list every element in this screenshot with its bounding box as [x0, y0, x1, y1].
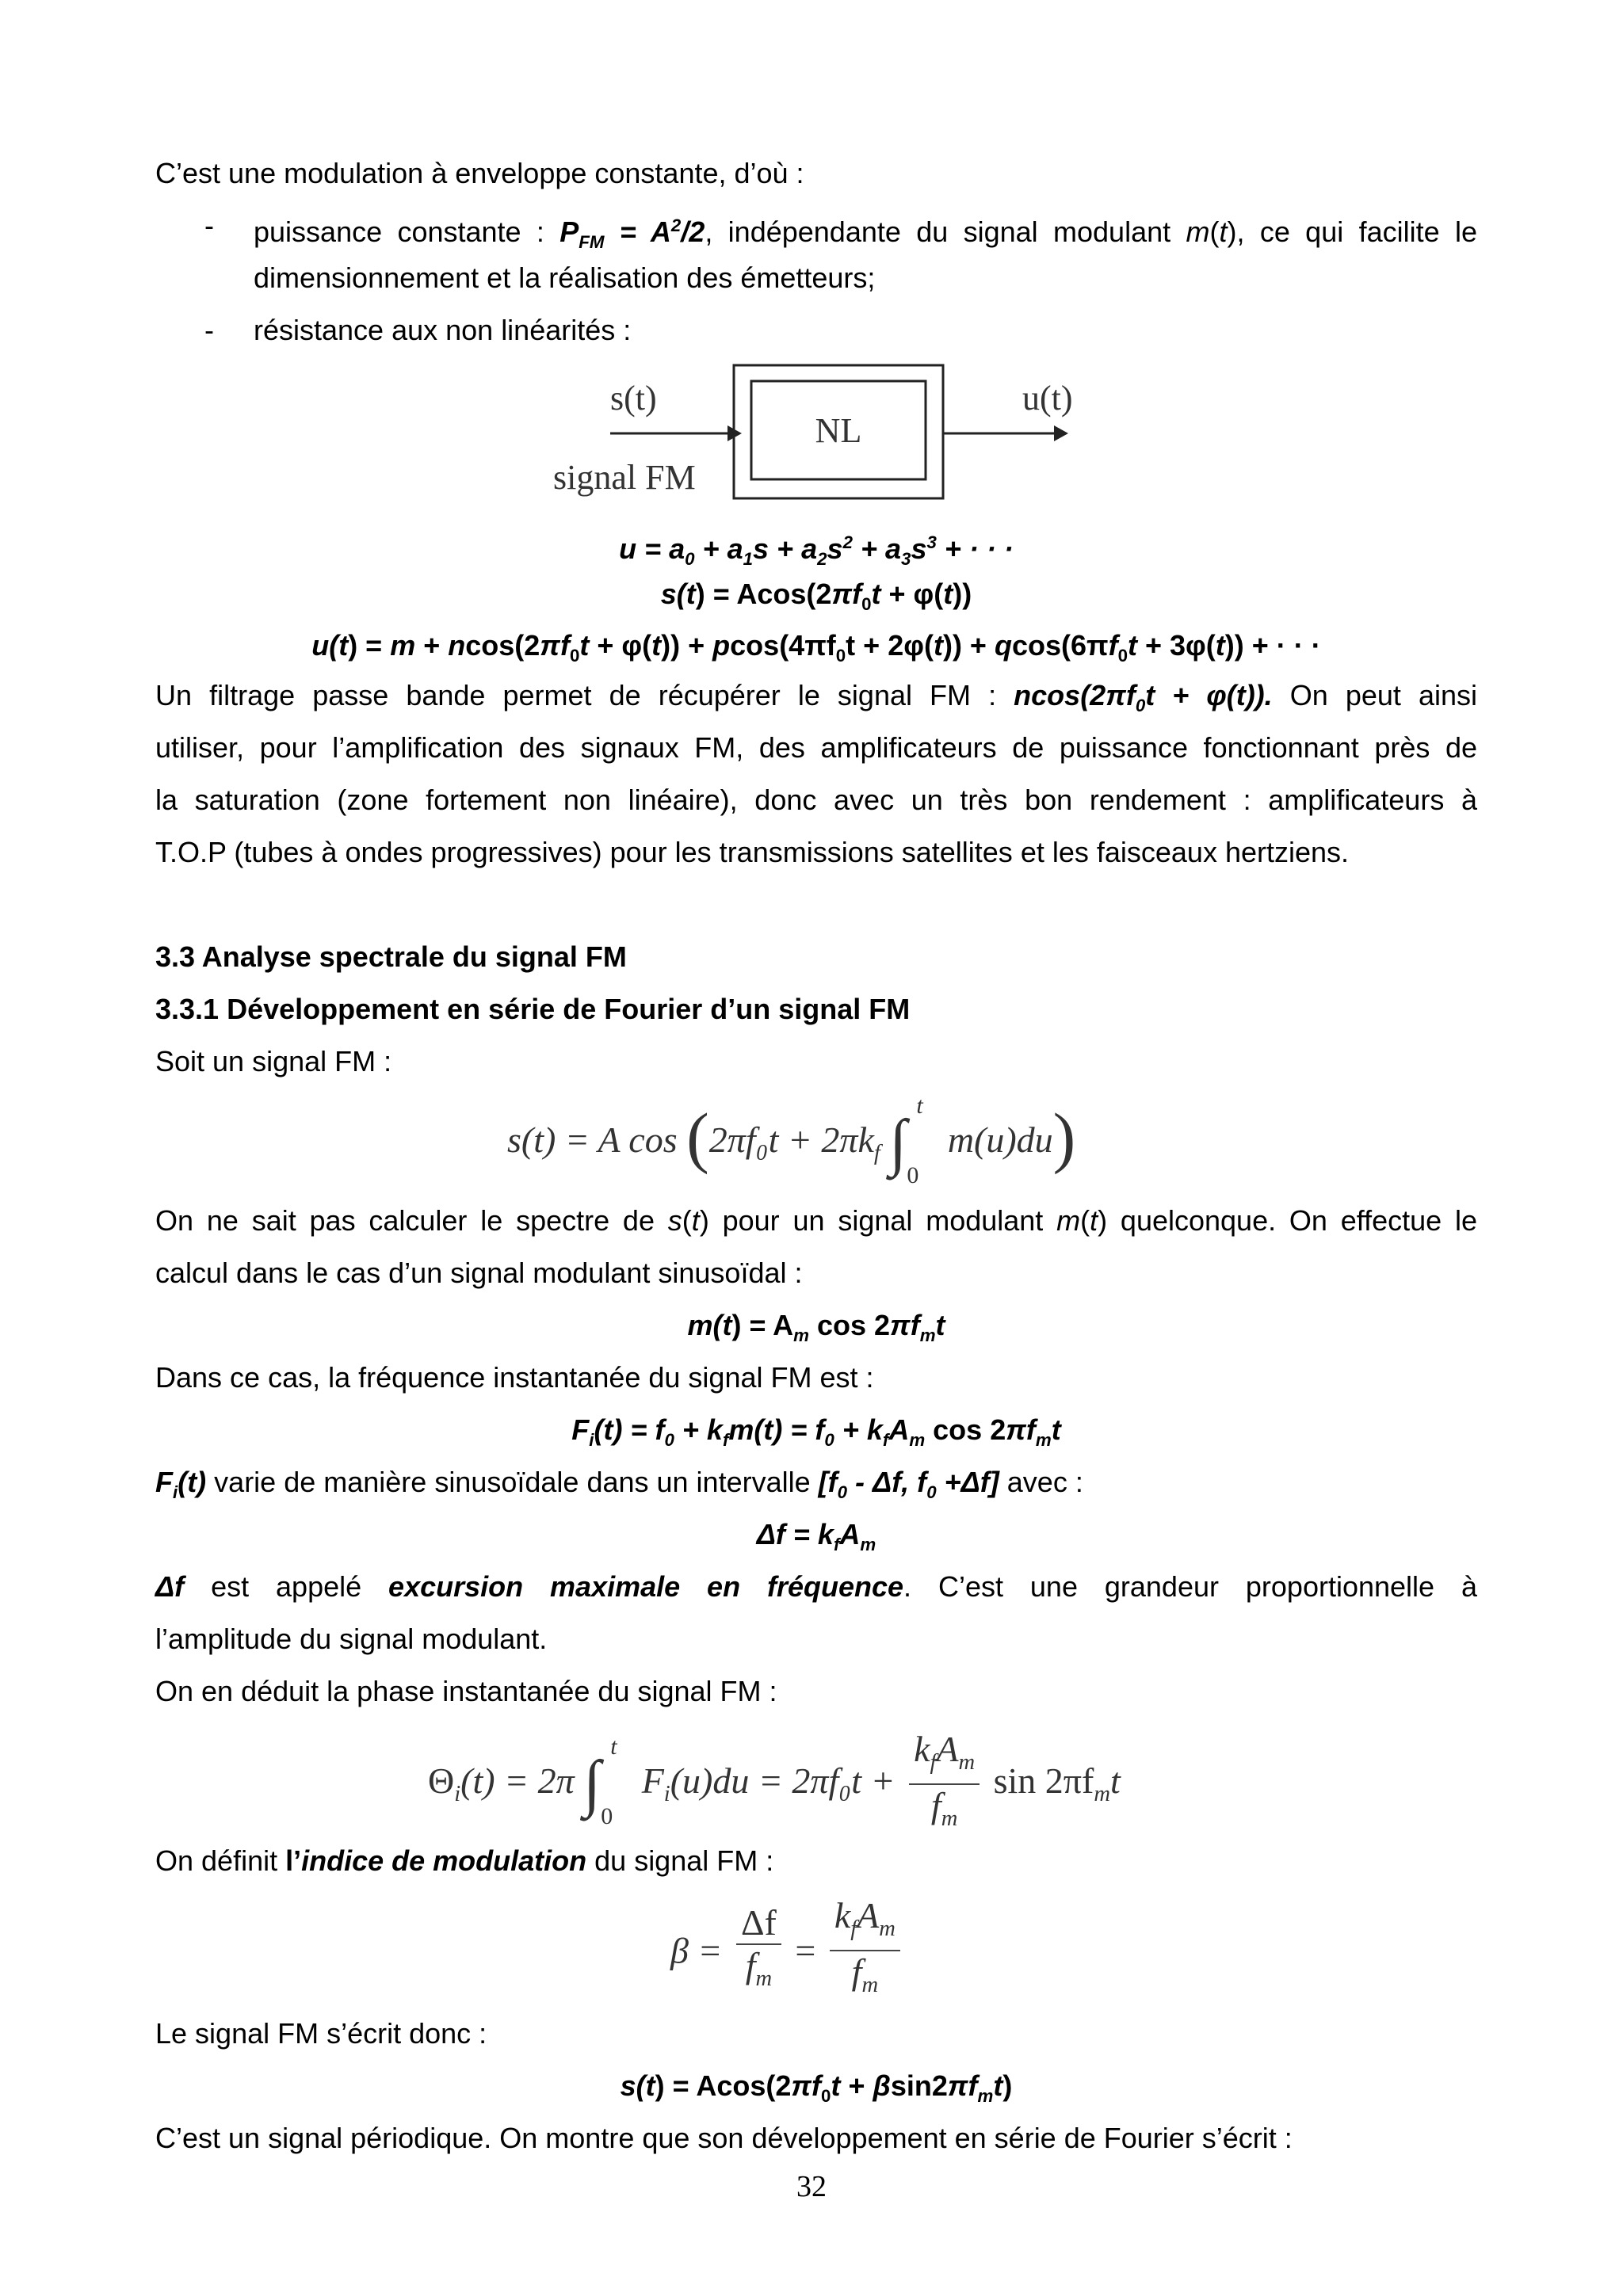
- para1-line-3: la saturation (zone fortement non linéaire), donc avec un très bon rendement : amplificateurs à: [155, 784, 1477, 816]
- para5-line-2: l’amplitude du signal modulant.: [155, 1623, 548, 1655]
- math-instantaneous-phase: $\Theta_i(t) = 2\pi$ ∫ t 0 $F_i(u)du = 2\pi f_0t$ + $\frac{k_fA_m}{f_m}$ $\sin 2\pi f_mt$: [428, 1729, 1121, 1840]
- math-theta-fraction: $\frac{k_fA_m}{f_m}$: [909, 1729, 980, 1840]
- para1-line-1: Un filtrage passe bande permet de récupérer le signal FM : $ncos(2\pi f_0t + \varphi(t))$. On peut ainsi: [155, 679, 1478, 716]
- para9-line: C’est un signal périodique. On montre que son développement en série de Fourier s’écrit :: [155, 2122, 1293, 2154]
- para7-line: On définit l’indice de modulation du signal FM :: [155, 1844, 774, 1877]
- bullet-dash-1: -: [204, 209, 214, 242]
- equation-u-t: $u(t) = m + ncos(2\pi f_0t + \varphi(t)) + pcos(4\pi f_0t + 2\varphi(t)) + qcos(6\pi f_0t + 3\varphi(t))$ + · · ·: [311, 629, 1321, 666]
- para6-line: On en déduit la phase instantanée du signal FM :: [155, 1675, 777, 1707]
- equation-fi: $F_i(t) = f_0 + k_fm(t) = f_0 + k_fA_m$ $\cos 2\pi f_mt$: [571, 1413, 1061, 1451]
- equation-u-series: $u = a_0 + a_1s + a_2s^2 + a_3s^3$ + · · ·: [619, 532, 1014, 570]
- para4-line: $F_i(t)$ varie de manière sinusoïdale dans un intervalle [$f_0$ - Δf, $f_0 +\Delta f$] avec :: [155, 1466, 1083, 1503]
- math-right-paren: ): [1052, 1099, 1076, 1175]
- page-number: 32: [796, 2170, 827, 2203]
- math-modulation-index: β = $\frac{\Delta f}{f_m}$ = $\frac{k_fA_m}{f_m}$: [670, 1895, 905, 2006]
- para5-line-1: Δf est appelé excursion maximale en fréquence. C’est une grandeur proportionnelle à: [155, 1570, 1478, 1603]
- para2-line-2: calcul dans le cas d’un signal modulant sinusoïdal :: [155, 1257, 803, 1289]
- math-fm-signal: s(t) = A $\cos (2\pi f_0t + 2\pi k_f$ ∫ t 0 m(u)du): [507, 1093, 1076, 1188]
- diagram-input-sublabel: signal FM: [553, 458, 696, 497]
- math-theta-integral: ∫ t 0: [583, 1733, 617, 1829]
- para8-line: Le signal FM s’écrit donc :: [155, 2017, 487, 2050]
- nl-block-diagram: [547, 360, 1094, 511]
- diagram-output-label: u(t): [1022, 379, 1073, 418]
- intro-line: C’est une modulation à enveloppe constante, d’où :: [155, 157, 804, 189]
- diagram-block-label: NL: [815, 411, 862, 450]
- diagram-output-arrowhead: [1054, 425, 1068, 441]
- bullet-1-line-1: puissance constante : $P_{FM} = A^2/2$, indépendante du signal modulant m(t), ce qui facilite le: [254, 215, 1477, 253]
- bullet-1-line-2: dimensionnement et la réalisation des émetteurs;: [254, 261, 876, 294]
- math-left-paren: (: [686, 1099, 709, 1175]
- para1-line-4: T.O.P (tubes à ondes progressives) pour les transmissions satellites et les faisceaux hertziens.: [155, 836, 1350, 868]
- math-beta-fraction-2: $\frac{k_fA_m}{f_m}$: [830, 1895, 900, 2006]
- bullet-dash-2: -: [204, 314, 214, 346]
- equation-delta-f: $\Delta f = k_fA_m$: [756, 1518, 876, 1555]
- para2-line-1: On ne sait pas calculer le spectre de s(t) pour un signal modulant m(t) quelconque. On effectue le: [155, 1204, 1478, 1237]
- equation-m-t: $m(t) = A_m$ $\cos 2\pi f_mt$: [687, 1309, 945, 1346]
- diagram-input-label: s(t): [610, 379, 657, 418]
- soit-line: Soit un signal FM :: [155, 1045, 392, 1077]
- math-beta-fraction-1: $\frac{\Delta f}{f_m}$: [736, 1902, 781, 2000]
- subsection-title: 3.3.1 Développement en série de Fourier d’un signal FM: [155, 993, 911, 1025]
- para1-line-2: utiliser, pour l’amplification des signaux FM, des amplificateurs de puissance fonctionnant près de: [155, 731, 1477, 764]
- equation-final: $s(t) = Acos(2\pi f_0t + \beta\sin 2\pi f_mt)$: [620, 2069, 1013, 2107]
- para3-line: Dans ce cas, la fréquence instantanée du signal FM est :: [155, 1361, 874, 1394]
- equation-s-t: $s(t) = Acos(2\pi f_0t + \varphi(t))$: [660, 578, 972, 615]
- section-title: 3.3 Analyse spectrale du signal FM: [155, 940, 627, 973]
- bullet-2-line: résistance aux non linéarités :: [254, 314, 632, 346]
- math-integral: ∫ t 0: [889, 1093, 923, 1188]
